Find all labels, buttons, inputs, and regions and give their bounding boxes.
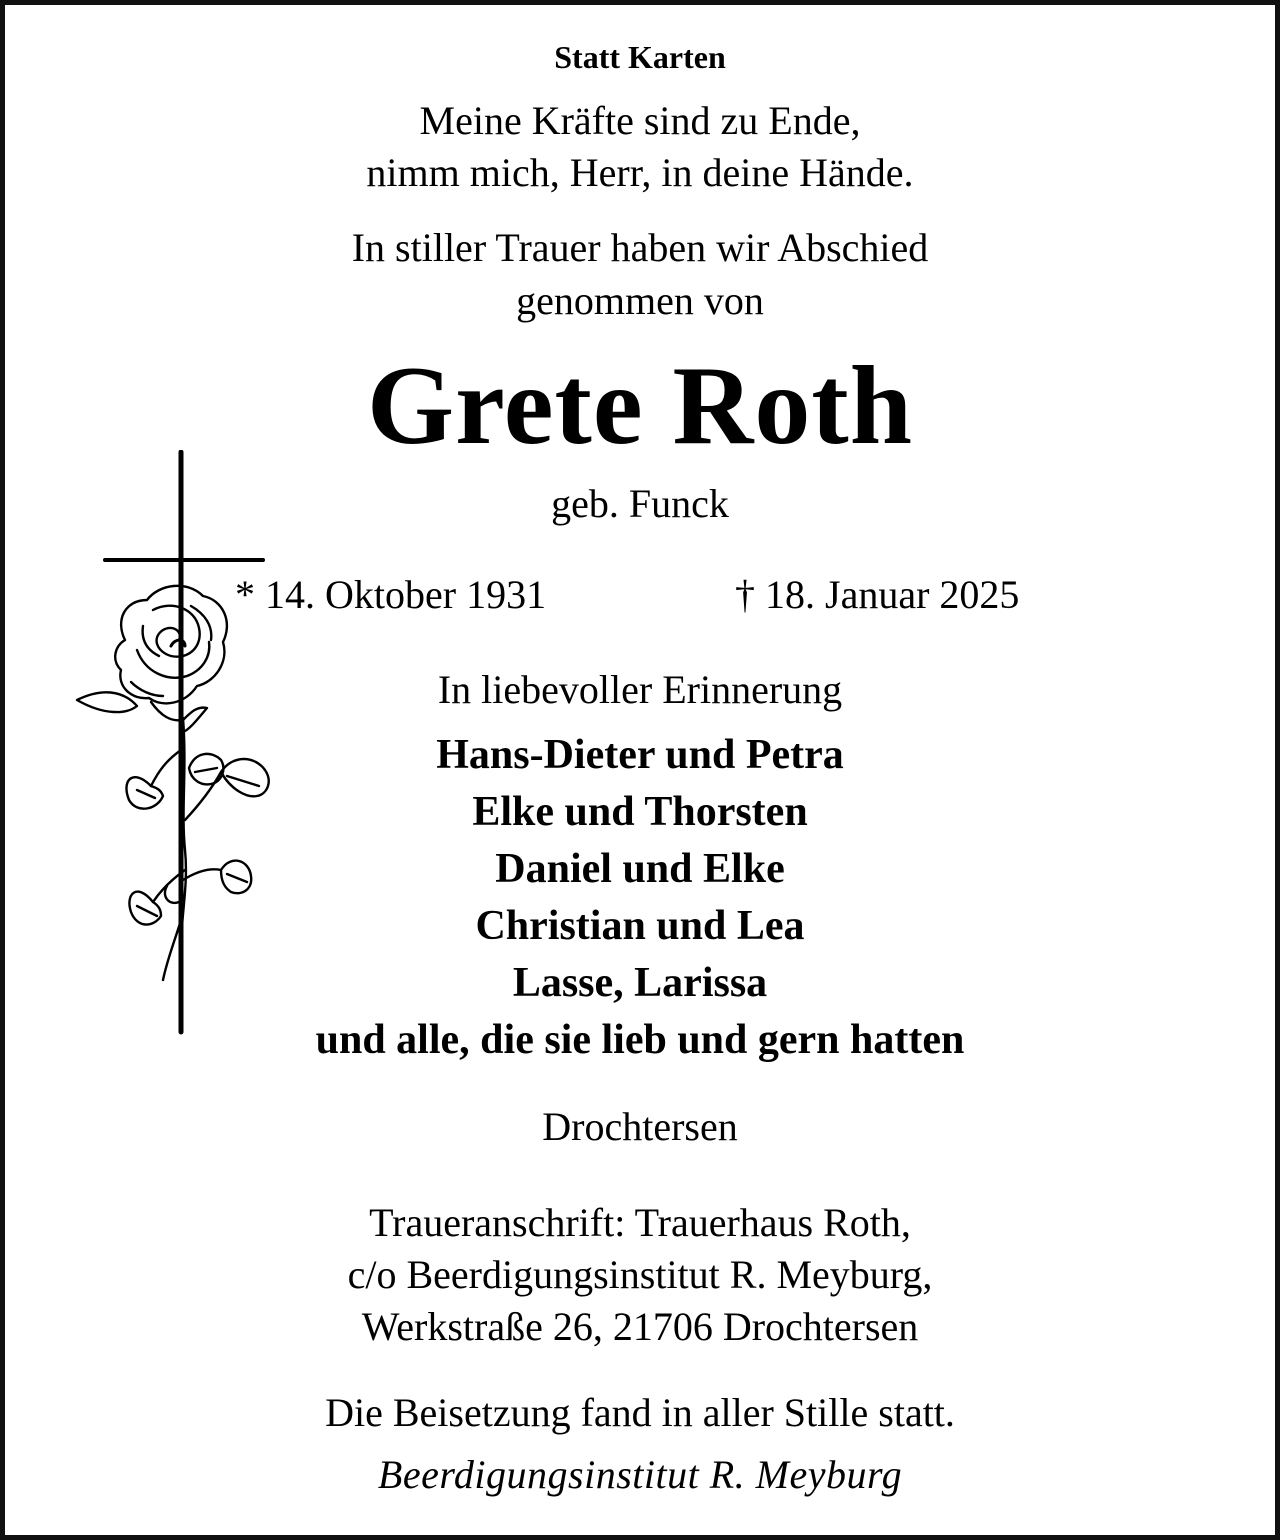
notice-header: Statt Karten (554, 39, 726, 75)
maiden-name: geb. Funck (551, 481, 729, 526)
mourner-line: Christian und Lea (475, 903, 805, 949)
intro-line-2: genommen von (516, 278, 764, 323)
birth-date: * 14. Oktober 1931 (235, 572, 547, 617)
verse-line-1: Meine Kräfte sind zu Ende, (419, 98, 861, 143)
mourner-line: Lasse, Larissa (512, 960, 768, 1006)
mourner-line: und alle, die sie lieb und gern hatten (315, 1017, 965, 1063)
place-name: Drochtersen (542, 1104, 738, 1149)
burial-note: Die Beisetzung fand in aller Stille statt. (325, 1390, 955, 1435)
intro-line-1: In stiller Trauer haben wir Abschied (351, 225, 929, 270)
mourner-line: Elke und Thorsten (472, 789, 808, 835)
address-line-3: Werkstraße 26, 21706 Drochtersen (361, 1304, 919, 1349)
address-line-2: c/o Beerdigungsinstitut R. Meyburg, (347, 1252, 933, 1297)
verse-line-2: nimm mich, Herr, in deine Hände. (366, 150, 914, 195)
remembrance-line: In liebevoller Erinnerung (437, 667, 843, 712)
address-line-1: Traueranschrift: Trauerhaus Roth, (369, 1200, 911, 1245)
mourner-line: Hans-Dieter und Petra (436, 732, 844, 778)
deceased-name: Grete Roth (367, 344, 913, 468)
mourner-line: Daniel und Elke (495, 846, 785, 892)
undertaker-signature: Beerdigungsinstitut R. Meyburg (377, 1452, 903, 1497)
death-date: † 18. Januar 2025 (735, 572, 1020, 617)
